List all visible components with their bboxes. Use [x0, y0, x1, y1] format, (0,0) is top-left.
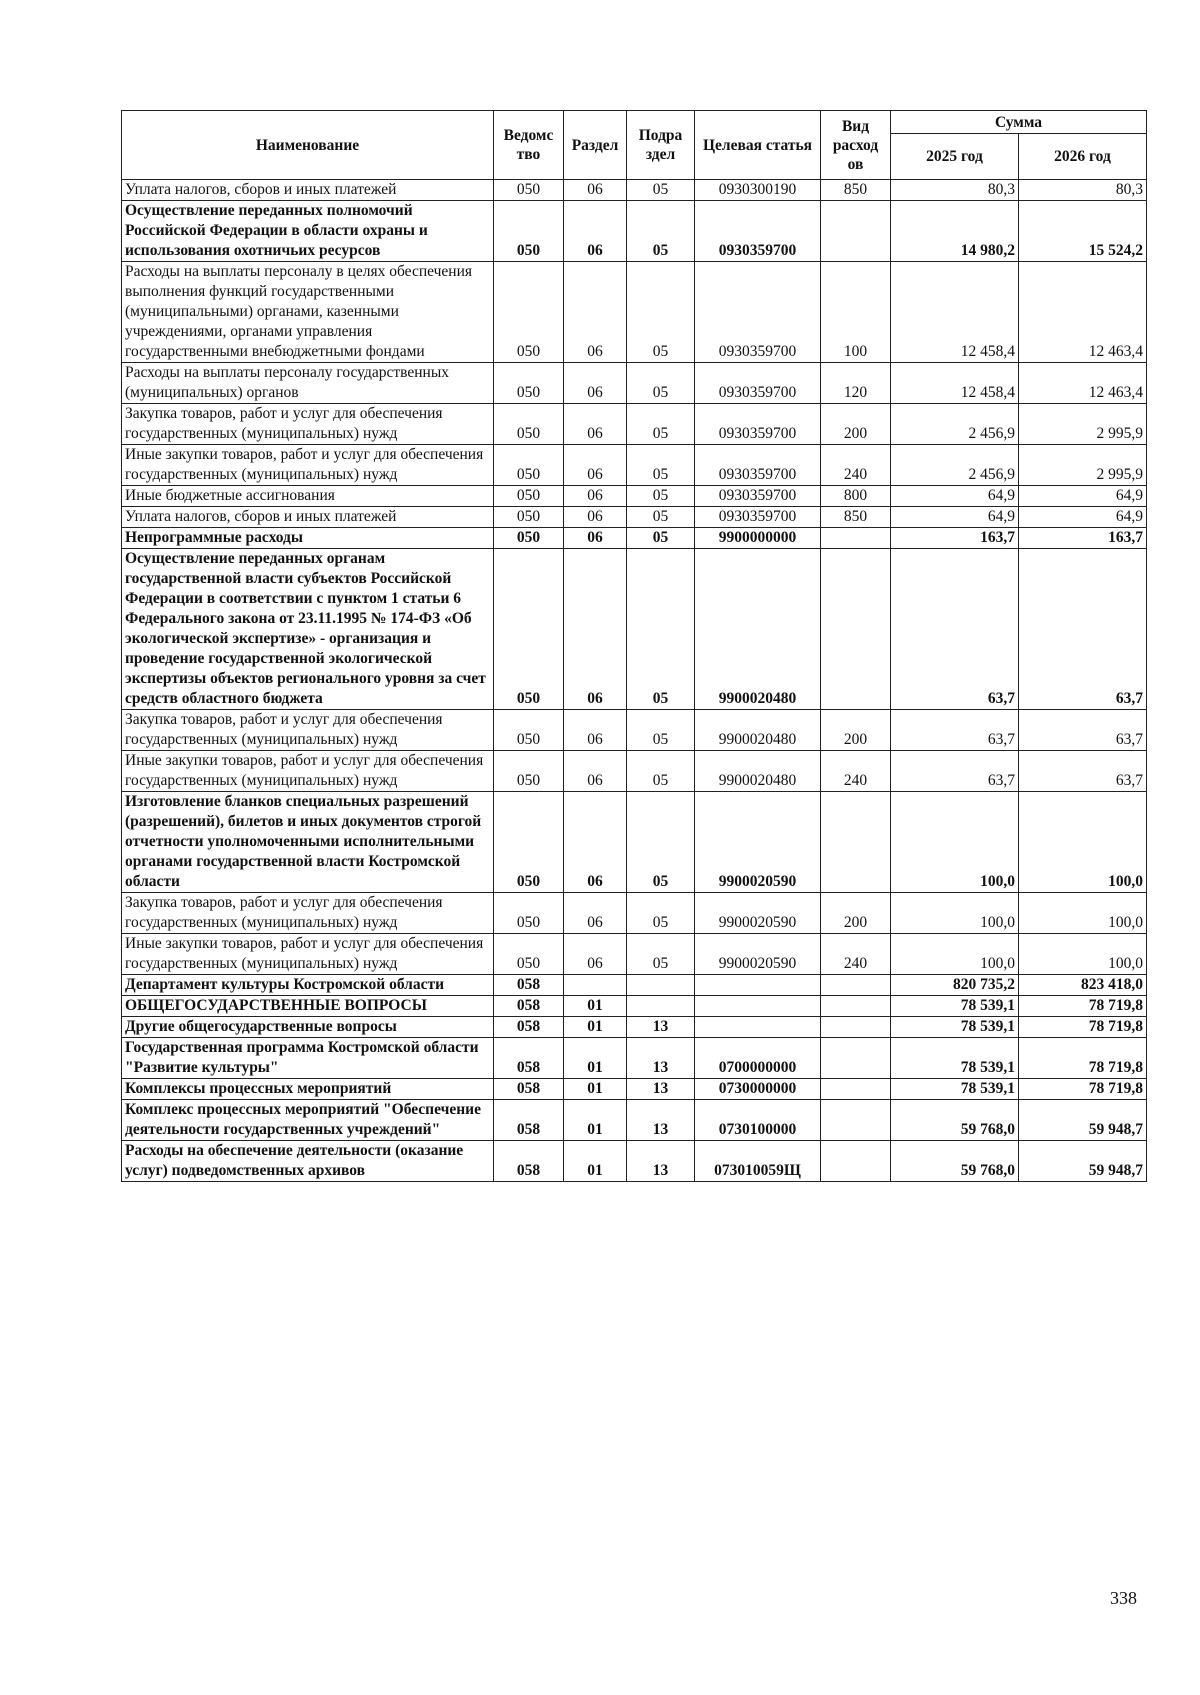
table-row [122, 363, 1147, 404]
amount-2026-cell: 59 948,7 [1019, 1141, 1147, 1182]
section-cell: 06 [564, 201, 627, 262]
amount-2025-cell: 163,7 [891, 528, 1019, 549]
amount-2025-cell: 100,0 [891, 934, 1019, 975]
target-cell: 0930359700 [695, 201, 821, 262]
department-cell: 058 [494, 1100, 564, 1141]
amount-2025-cell: 80,3 [891, 180, 1019, 201]
expense-type-cell: 100 [821, 262, 891, 363]
table-row [122, 549, 1147, 710]
name-cell: Комплекс процессных мероприятий "Обеспечение деятельности государственных учреждений" [122, 1100, 494, 1141]
table-row [122, 710, 1147, 751]
department-cell: 050 [494, 201, 564, 262]
amount-2025-cell: 64,9 [891, 486, 1019, 507]
amount-2025-cell: 2 456,9 [891, 445, 1019, 486]
amount-2026-cell: 78 719,8 [1019, 996, 1147, 1017]
target-cell [695, 1017, 821, 1038]
subsection-cell: 05 [627, 404, 695, 445]
amount-2025-cell: 64,9 [891, 507, 1019, 528]
target-cell: 0930359700 [695, 486, 821, 507]
name-cell: Государственная программа Костромской области "Развитие культуры" [122, 1038, 494, 1079]
header-sum: Сумма [891, 111, 1147, 134]
subsection-cell: 05 [627, 262, 695, 363]
table-row [122, 507, 1147, 528]
section-cell: 06 [564, 792, 627, 893]
amount-2025-cell: 14 980,2 [891, 201, 1019, 262]
table-row [122, 404, 1147, 445]
section-cell: 06 [564, 180, 627, 201]
name-cell: Департамент культуры Костромской области [122, 975, 494, 996]
amount-2026-cell: 59 948,7 [1019, 1100, 1147, 1141]
section-cell: 06 [564, 486, 627, 507]
table-row [122, 201, 1147, 262]
subsection-cell: 05 [627, 180, 695, 201]
section-cell: 01 [564, 1141, 627, 1182]
table-row [122, 792, 1147, 893]
amount-2025-cell: 63,7 [891, 751, 1019, 792]
amount-2026-cell: 100,0 [1019, 792, 1147, 893]
amount-2026-cell: 78 719,8 [1019, 1038, 1147, 1079]
amount-2026-cell: 80,3 [1019, 180, 1147, 201]
section-cell: 06 [564, 934, 627, 975]
amount-2026-cell: 100,0 [1019, 893, 1147, 934]
section-cell: 06 [564, 710, 627, 751]
amount-2026-cell: 12 463,4 [1019, 262, 1147, 363]
subsection-cell: 05 [627, 201, 695, 262]
amount-2025-cell: 12 458,4 [891, 262, 1019, 363]
name-cell: Закупка товаров, работ и услуг для обеспечения государственных (муниципальных) нужд [122, 404, 494, 445]
table-row [122, 262, 1147, 363]
amount-2026-cell: 63,7 [1019, 549, 1147, 710]
amount-2025-cell: 100,0 [891, 893, 1019, 934]
table-row [122, 486, 1147, 507]
expense-type-cell: 800 [821, 486, 891, 507]
section-cell: 06 [564, 751, 627, 792]
name-cell: Закупка товаров, работ и услуг для обеспечения государственных (муниципальных) нужд [122, 710, 494, 751]
name-cell: Непрограммные расходы [122, 528, 494, 549]
name-cell: Осуществление переданных полномочий Российской Федерации в области охраны и использования охотничьих ресурсов [122, 201, 494, 262]
table-row [122, 996, 1147, 1017]
subsection-cell: 05 [627, 934, 695, 975]
department-cell: 050 [494, 893, 564, 934]
expense-type-cell: 200 [821, 893, 891, 934]
expense-type-cell [821, 996, 891, 1017]
section-cell: 01 [564, 1079, 627, 1100]
amount-2026-cell: 163,7 [1019, 528, 1147, 549]
section-cell: 06 [564, 363, 627, 404]
target-cell: 0700000000 [695, 1038, 821, 1079]
subsection-cell: 05 [627, 507, 695, 528]
department-cell: 050 [494, 445, 564, 486]
section-cell: 01 [564, 1017, 627, 1038]
table-row [122, 975, 1147, 996]
table-row [122, 1038, 1147, 1079]
table-header [122, 111, 1147, 180]
name-cell: Иные закупки товаров, работ и услуг для обеспечения государственных (муниципальных) нужд [122, 934, 494, 975]
target-cell: 9900000000 [695, 528, 821, 549]
subsection-cell: 13 [627, 1017, 695, 1038]
department-cell: 050 [494, 549, 564, 710]
amount-2026-cell: 63,7 [1019, 751, 1147, 792]
amount-2025-cell: 78 539,1 [891, 1038, 1019, 1079]
target-cell: 0730000000 [695, 1079, 821, 1100]
section-cell: 06 [564, 549, 627, 710]
department-cell: 058 [494, 1141, 564, 1182]
expense-type-cell: 200 [821, 710, 891, 751]
section-cell: 01 [564, 1100, 627, 1141]
department-cell: 050 [494, 507, 564, 528]
department-cell: 058 [494, 1017, 564, 1038]
header-target: Целевая статья [695, 111, 821, 180]
department-cell: 050 [494, 934, 564, 975]
target-cell: 9900020480 [695, 549, 821, 710]
table-row [122, 1017, 1147, 1038]
expense-type-cell: 200 [821, 404, 891, 445]
section-cell: 06 [564, 404, 627, 445]
expense-type-cell [821, 1100, 891, 1141]
section-cell: 06 [564, 262, 627, 363]
department-cell: 058 [494, 975, 564, 996]
department-cell: 058 [494, 1038, 564, 1079]
expense-type-cell [821, 1141, 891, 1182]
section-cell: 06 [564, 507, 627, 528]
amount-2025-cell: 12 458,4 [891, 363, 1019, 404]
header-subsection: Подра здел [627, 111, 695, 180]
department-cell: 058 [494, 996, 564, 1017]
department-cell: 050 [494, 710, 564, 751]
amount-2025-cell: 78 539,1 [891, 1017, 1019, 1038]
department-cell: 050 [494, 180, 564, 201]
page-number: 338 [1110, 1588, 1137, 1608]
department-cell: 050 [494, 486, 564, 507]
subsection-cell: 05 [627, 486, 695, 507]
header-section: Раздел [564, 111, 627, 180]
amount-2025-cell: 59 768,0 [891, 1141, 1019, 1182]
target-cell: 0930359700 [695, 404, 821, 445]
amount-2026-cell: 78 719,8 [1019, 1079, 1147, 1100]
amount-2025-cell: 100,0 [891, 792, 1019, 893]
expense-type-cell [821, 549, 891, 710]
table-row [122, 1079, 1147, 1100]
table-row [122, 893, 1147, 934]
name-cell: Закупка товаров, работ и услуг для обеспечения государственных (муниципальных) нужд [122, 893, 494, 934]
expense-type-cell [821, 201, 891, 262]
target-cell [695, 975, 821, 996]
subsection-cell: 05 [627, 528, 695, 549]
expense-type-cell: 240 [821, 751, 891, 792]
name-cell: Уплата налогов, сборов и иных платежей [122, 507, 494, 528]
subsection-cell: 05 [627, 792, 695, 893]
department-cell: 050 [494, 404, 564, 445]
expense-type-cell [821, 1017, 891, 1038]
amount-2026-cell: 64,9 [1019, 507, 1147, 528]
department-cell: 058 [494, 1079, 564, 1100]
amount-2026-cell: 2 995,9 [1019, 445, 1147, 486]
amount-2025-cell: 59 768,0 [891, 1100, 1019, 1141]
department-cell: 050 [494, 751, 564, 792]
name-cell: Иные бюджетные ассигнования [122, 486, 494, 507]
name-cell: Комплексы процессных мероприятий [122, 1079, 494, 1100]
target-cell: 0930359700 [695, 445, 821, 486]
amount-2026-cell: 12 463,4 [1019, 363, 1147, 404]
amount-2026-cell: 78 719,8 [1019, 1017, 1147, 1038]
target-cell: 0730100000 [695, 1100, 821, 1141]
subsection-cell: 05 [627, 445, 695, 486]
target-cell: 9900020590 [695, 893, 821, 934]
section-cell: 06 [564, 893, 627, 934]
target-cell: 9900020590 [695, 792, 821, 893]
amount-2025-cell: 2 456,9 [891, 404, 1019, 445]
subsection-cell: 05 [627, 363, 695, 404]
expense-type-cell: 240 [821, 934, 891, 975]
department-cell: 050 [494, 262, 564, 363]
department-cell: 050 [494, 792, 564, 893]
subsection-cell: 13 [627, 1141, 695, 1182]
amount-2026-cell: 64,9 [1019, 486, 1147, 507]
header-expense-type: Вид расход ов [821, 111, 891, 180]
amount-2026-cell: 15 524,2 [1019, 201, 1147, 262]
table-row [122, 1141, 1147, 1182]
header-year-2025: 2025 год [891, 134, 1019, 180]
target-cell: 9900020480 [695, 710, 821, 751]
department-cell: 050 [494, 528, 564, 549]
expense-type-cell [821, 792, 891, 893]
subsection-cell [627, 975, 695, 996]
name-cell: Другие общегосударственные вопросы [122, 1017, 494, 1038]
target-cell: 0930359700 [695, 262, 821, 363]
name-cell: Изготовление бланков специальных разрешений (разрешений), билетов и иных документов строгой отчетности уполномоченными исполнительными органами государственной власти Костромской области [122, 792, 494, 893]
expense-type-cell: 850 [821, 180, 891, 201]
department-cell: 050 [494, 363, 564, 404]
amount-2026-cell: 823 418,0 [1019, 975, 1147, 996]
header-year-2026: 2026 год [1019, 134, 1147, 180]
name-cell: Расходы на обеспечение деятельности (оказание услуг) подведомственных архивов [122, 1141, 494, 1182]
name-cell: Расходы на выплаты персоналу в целях обеспечения выполнения функций государственными (муниципальными) органами, казенными учреждениями, органами управления государственными внебюджетными фондами [122, 262, 494, 363]
name-cell: ОБЩЕГОСУДАРСТВЕННЫЕ ВОПРОСЫ [122, 996, 494, 1017]
section-cell: 06 [564, 445, 627, 486]
expense-type-cell [821, 1079, 891, 1100]
subsection-cell: 13 [627, 1079, 695, 1100]
expense-type-cell: 240 [821, 445, 891, 486]
amount-2025-cell: 78 539,1 [891, 1079, 1019, 1100]
subsection-cell: 05 [627, 710, 695, 751]
table-row [122, 751, 1147, 792]
amount-2025-cell: 63,7 [891, 549, 1019, 710]
name-cell: Иные закупки товаров, работ и услуг для обеспечения государственных (муниципальных) нужд [122, 445, 494, 486]
expense-type-cell [821, 528, 891, 549]
expense-type-cell [821, 1038, 891, 1079]
name-cell: Уплата налогов, сборов и иных платежей [122, 180, 494, 201]
amount-2026-cell: 100,0 [1019, 934, 1147, 975]
amount-2025-cell: 820 735,2 [891, 975, 1019, 996]
target-cell: 0930359700 [695, 507, 821, 528]
target-cell: 073010059Щ [695, 1141, 821, 1182]
amount-2026-cell: 63,7 [1019, 710, 1147, 751]
amount-2025-cell: 78 539,1 [891, 996, 1019, 1017]
table-row [122, 1100, 1147, 1141]
subsection-cell [627, 996, 695, 1017]
table-row [122, 934, 1147, 975]
subsection-cell: 13 [627, 1100, 695, 1141]
amount-2026-cell: 2 995,9 [1019, 404, 1147, 445]
subsection-cell: 05 [627, 893, 695, 934]
header-name: Наименование [122, 111, 494, 180]
expense-type-cell: 120 [821, 363, 891, 404]
target-cell: 0930359700 [695, 363, 821, 404]
section-cell: 01 [564, 996, 627, 1017]
target-cell: 0930300190 [695, 180, 821, 201]
section-cell: 06 [564, 528, 627, 549]
name-cell: Осуществление переданных органам государственной власти субъектов Российской Федерации в соответствии с пунктом 1 статьи 6 Федерального закона от 23.11.1995 № 174-ФЗ «Об экологической экспертизе» - организация и проведение государственной экологической экспертизы объектов регионального уровня за счет средств областного бюджета [122, 549, 494, 710]
name-cell: Иные закупки товаров, работ и услуг для обеспечения государственных (муниципальных) нужд [122, 751, 494, 792]
target-cell: 9900020480 [695, 751, 821, 792]
section-cell [564, 975, 627, 996]
table-row [122, 445, 1147, 486]
subsection-cell: 13 [627, 1038, 695, 1079]
subsection-cell: 05 [627, 751, 695, 792]
header-department: Ведомс тво [494, 111, 564, 180]
table-body [122, 180, 1147, 1182]
name-cell: Расходы на выплаты персоналу государственных (муниципальных) органов [122, 363, 494, 404]
expense-type-cell [821, 975, 891, 996]
table-row [122, 528, 1147, 549]
budget-table [121, 110, 1147, 1182]
subsection-cell: 05 [627, 549, 695, 710]
section-cell: 01 [564, 1038, 627, 1079]
target-cell [695, 996, 821, 1017]
amount-2025-cell: 63,7 [891, 710, 1019, 751]
expense-type-cell: 850 [821, 507, 891, 528]
table-row [122, 180, 1147, 201]
target-cell: 9900020590 [695, 934, 821, 975]
